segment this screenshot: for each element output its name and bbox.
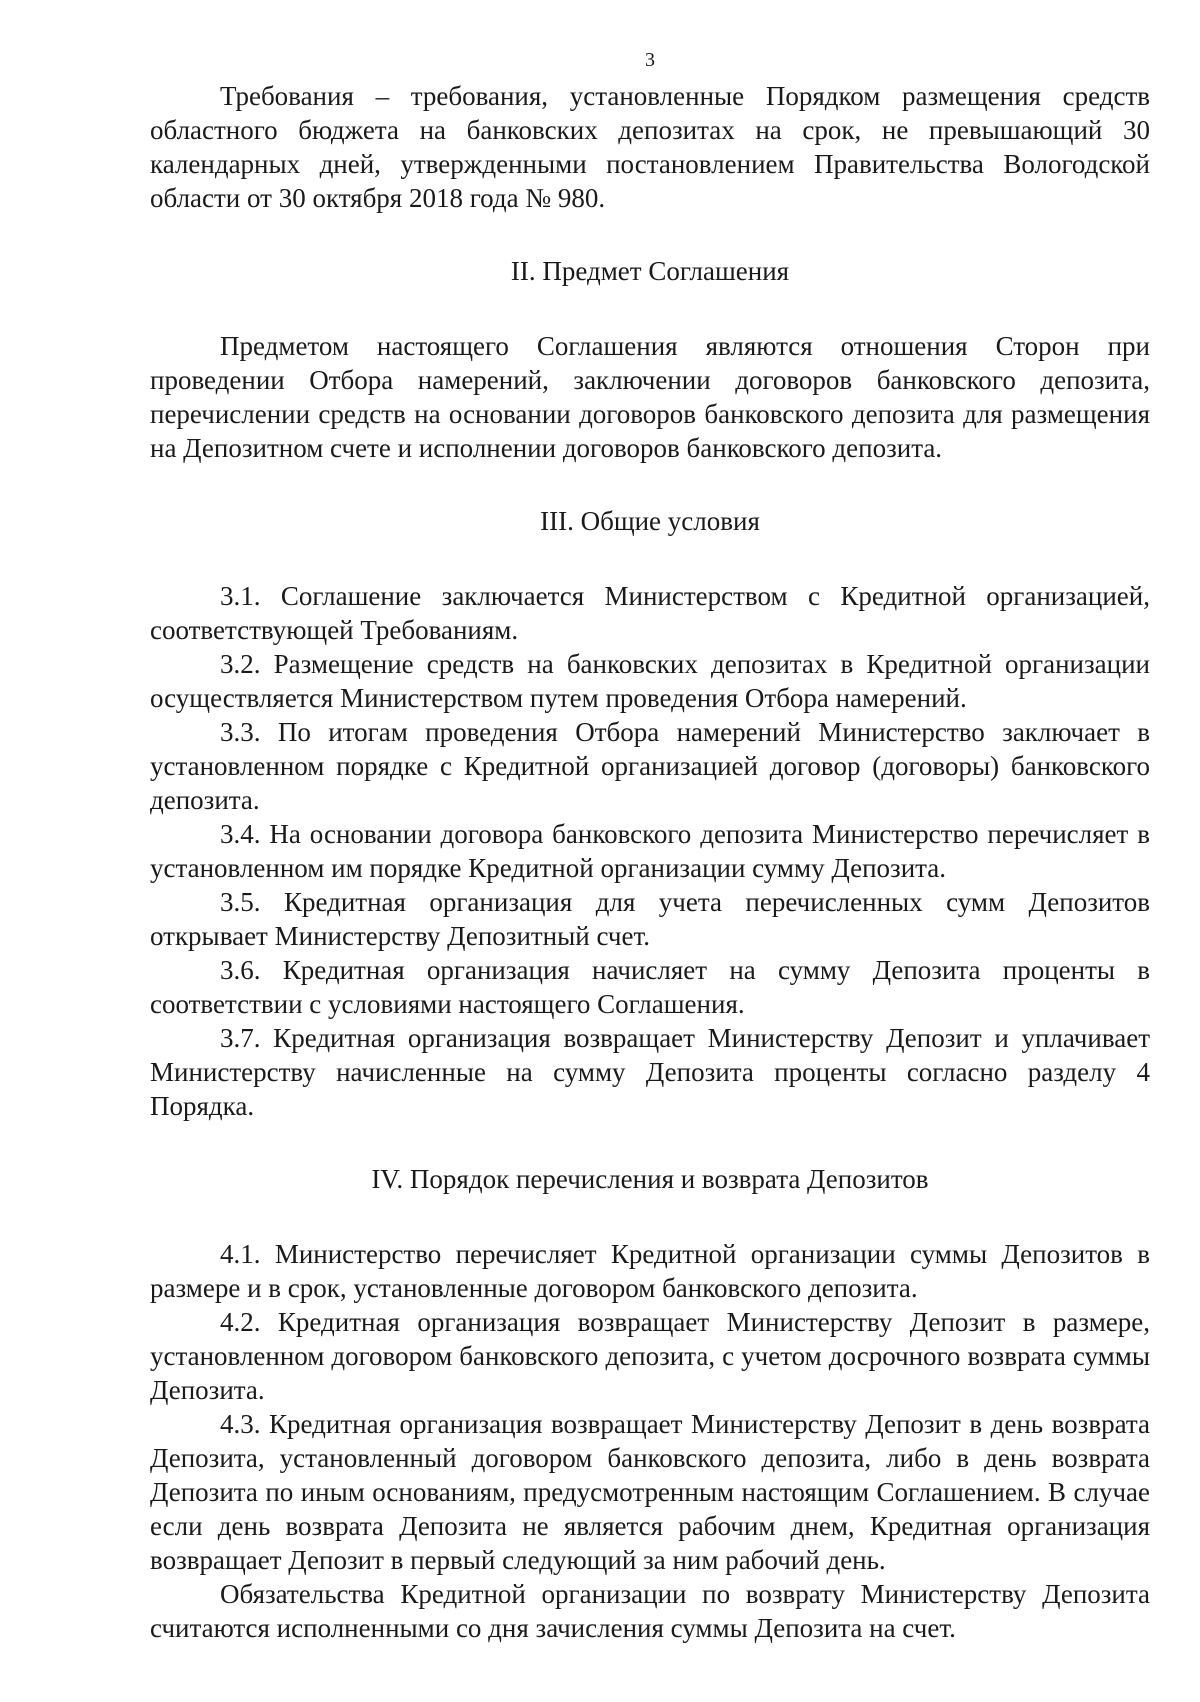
clause-3-3: 3.3. По итогам проведения Отбора намерений Министерство заключает в установленном порядке с Кредитной организацией договор (договоры) банковского депозита. — [150, 717, 1150, 815]
section-4-title: IV. Порядок перечисления и возврата Депозитов — [371, 1164, 929, 1194]
section-2-title: II. Предмет Соглашения — [510, 256, 790, 286]
obligations-paragraph: Обязательства Кредитной организации по возврату Министерству Депозита считаются исполненными со дня зачисления суммы Депозита на счет. — [150, 1579, 1150, 1643]
clause-3-7: 3.7. Кредитная организация возвращает Министерству Депозит и уплачивает Министерству начисленные на сумму Депозита проценты согласно разделу 4 Порядка. — [150, 1023, 1150, 1121]
requirements-definition: Требования – требования, установленные Порядком размещения средств областного бюджета на банковских депозитах на срок, не превышающий 30 календарных дней, утвержденными постановлением Правительства Вологодской области от 30 октября 2018 года № 980. — [150, 81, 1150, 213]
clause-3-4: 3.4. На основании договора банковского депозита Министерство перечисляет в установленном им порядке Кредитной организации сумму Депозита. — [150, 819, 1150, 883]
clause-4-2: 4.2. Кредитная организация возвращает Министерству Депозит в размере, установленном договором банковского депозита, с учетом досрочного возврата суммы Депозита. — [150, 1307, 1150, 1405]
page-number: 3 — [645, 49, 655, 71]
clause-4-1: 4.1. Министерство перечисляет Кредитной организации суммы Депозитов в размере и в срок, установленные договором банковского депозита. — [150, 1239, 1150, 1303]
section-2-paragraph: Предметом настоящего Соглашения являются отношения Сторон при проведении Отбора намерений, заключении договоров банковского депозита, перечислении средств на основании договоров банковского депозита для размещения на Депозитном счете и исполнении договоров банковского депозита. — [150, 331, 1150, 463]
clause-3-2: 3.2. Размещение средств на банковских депозитах в Кредитной организации осуществляется Министерством путем проведения Отбора намерений. — [150, 649, 1150, 713]
clause-3-6: 3.6. Кредитная организация начисляет на сумму Депозита проценты в соответствии с условиями настоящего Соглашения. — [150, 955, 1150, 1019]
clause-3-1: 3.1. Соглашение заключается Министерством с Кредитной организацией, соответствующей Требованиям. — [150, 581, 1150, 645]
clause-4-3: 4.3. Кредитная организация возвращает Министерству Депозит в день возврата Депозита, установленный договором банковского депозита, либо в день возврата Депозита по иным основаниям, предусмотренным настоящим Соглашением. В случае если день возврата Депозита не является рабочим днем, Кредитная организация возвращает Депозит в первый следующий за ним рабочий день. — [150, 1409, 1150, 1575]
document-body — [150, 79, 1150, 1645]
section-3-title: III. Общие условия — [540, 506, 760, 536]
clause-3-5: 3.5. Кредитная организация для учета перечисленных сумм Депозитов открывает Министерству Депозитный счет. — [150, 887, 1150, 951]
